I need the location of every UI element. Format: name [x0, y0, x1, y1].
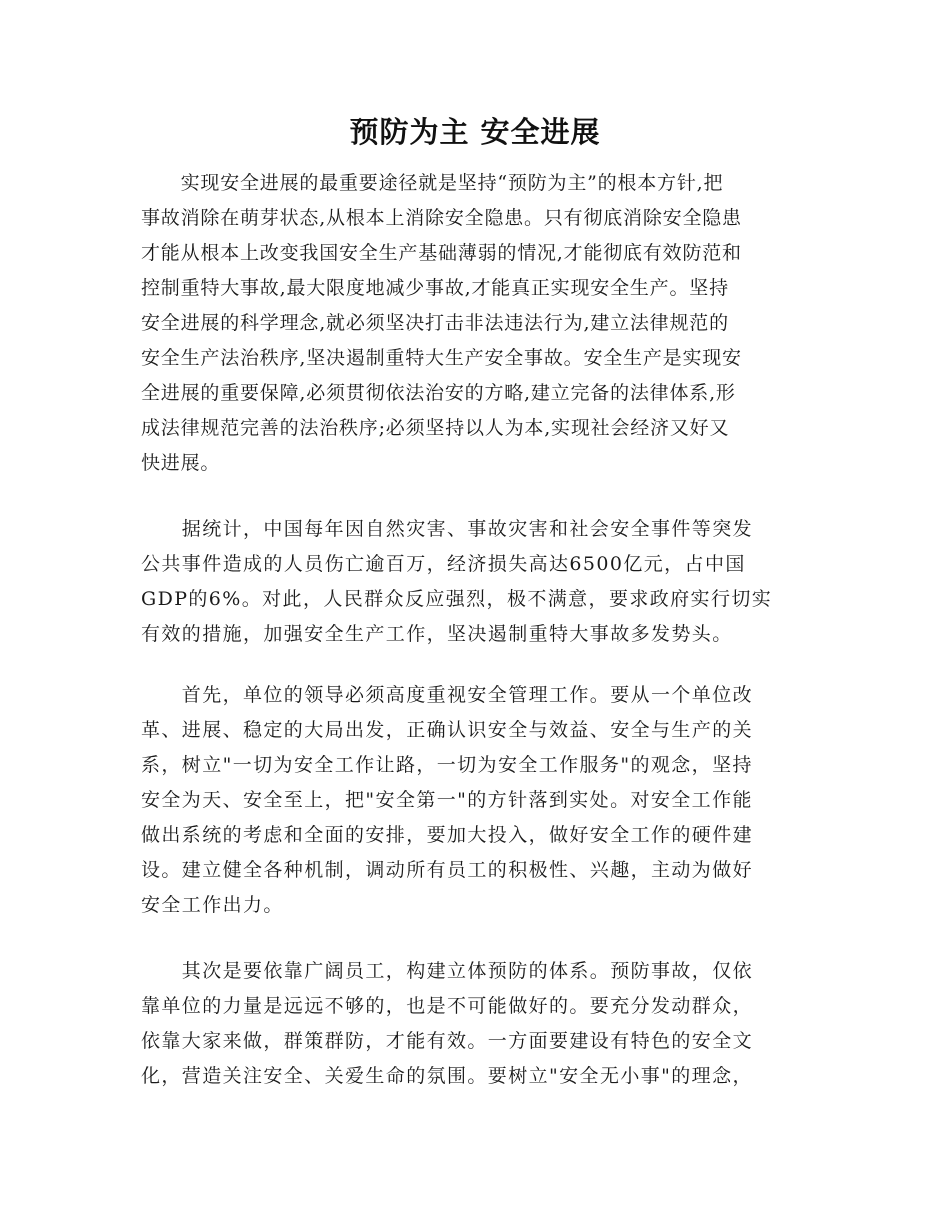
document-title: 预防为主 安全进展 — [349, 115, 601, 149]
paragraph-1 — [141, 166, 811, 481]
paragraph-line: 依靠大家来做，群策群防，才能有效。一方面要建设有特色的安全文 — [141, 1030, 754, 1052]
paragraph-line: 成法律规范完善的法治秩序;必须坚持以人为本,实现社会经济又好又 — [141, 417, 730, 439]
paragraph-line: 控制重特大事故,最大限度地减少事故,才能真正实现安全生产。坚持 — [141, 277, 729, 299]
paragraph-2 — [141, 512, 811, 652]
paragraph-line: 安全进展的科学理念,就必须坚决打击非法违法行为,建立法律规范的 — [141, 312, 729, 334]
paragraph-line: 公共事件造成的人员伤亡逾百万，经济损失高达6500亿元，占中国 — [141, 553, 746, 575]
paragraph-line: 事故消除在萌芽状态,从根本上消除安全隐患。只有彻底消除安全隐患 — [141, 207, 742, 229]
paragraph-line: 有效的措施，加强安全生产工作，坚决遏制重特大事故多发势头。 — [141, 623, 733, 645]
paragraph-line: 设。建立健全各种机制，调动所有员工的积极性、兴趣，主动为做好 — [141, 859, 754, 881]
paragraph-3 — [141, 678, 811, 923]
paragraph-line: 其次是要依靠广阔员工，构建立体预防的体系。预防事故，仅依 — [141, 960, 754, 982]
paragraph-line: 靠单位的力量是远远不够的，也是不可能做好的。要充分发动群众， — [141, 995, 754, 1017]
paragraph-line: 实现安全进展的最重要途径就是坚持“预防为主”的根本方针,把 — [141, 172, 724, 194]
paragraph-line: 做出系统的考虑和全面的安排，要加大投入，做好安全工作的硬件建 — [141, 824, 754, 846]
paragraph-line: 快进展。 — [141, 452, 221, 474]
paragraph-line: 革、进展、稳定的大局出发，正确认识安全与效益、安全与生产的关 — [141, 719, 754, 741]
paragraph-line: 安全为天、安全至上，把"安全第一"的方针落到实处。对安全工作能 — [141, 789, 753, 811]
paragraph-line: 全进展的重要保障,必须贯彻依法治安的方略,建立完备的法律体系,形 — [141, 382, 736, 404]
paragraph-line: 安全生产法治秩序,坚决遏制重特大生产安全事故。安全生产是实现安 — [141, 347, 742, 369]
paragraph-line: 安全工作出力。 — [141, 894, 284, 916]
paragraph-line: 首先，单位的领导必须高度重视安全管理工作。要从一个单位改 — [141, 684, 754, 706]
paragraph-line: 系，树立"一切为安全工作让路，一切为安全工作服务"的观念，坚持 — [141, 754, 753, 776]
paragraph-line: 据统计，中国每年因自然灾害、事故灾害和社会安全事件等突发 — [141, 518, 754, 540]
paragraph-line: GDP的6%。对此，人民群众反应强烈，极不满意，要求政府实行切实 — [141, 588, 773, 610]
paragraph-line: 才能从根本上改变我国安全生产基础薄弱的情况,才能彻底有效防范和 — [141, 242, 742, 264]
paragraph-line: 化，营造关注安全、关爱生命的氛围。要树立"安全无小事"的理念， — [141, 1065, 753, 1087]
paragraph-4 — [141, 954, 811, 1094]
